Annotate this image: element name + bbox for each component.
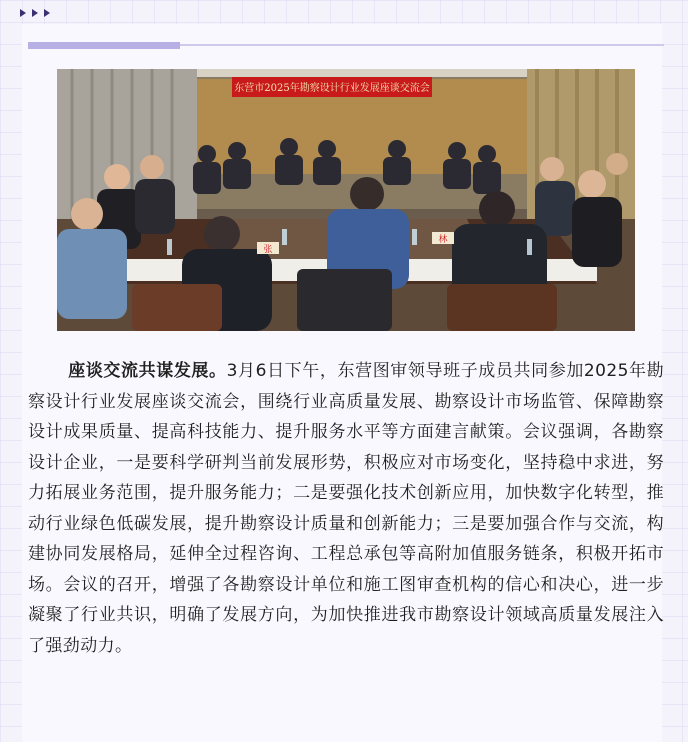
article-lead: 座谈交流共谋发展。 [68,361,227,381]
nameplate-1: 林 [438,235,448,245]
banner-text: 东营市2025年勘察设计行业发展座谈交流会 [234,83,430,94]
triangle-icon [32,9,38,17]
meeting-photo [57,69,635,331]
header-arrow-decoration [20,9,50,17]
divider-line [180,44,664,46]
divider-accent [28,42,180,49]
divider-decoration [28,42,664,50]
triangle-icon [44,9,50,17]
triangle-icon [20,9,26,17]
article-paragraph [28,356,664,661]
nameplate-2: 张 [263,245,273,255]
article-body: 3月6日下午，东营图审领导班子成员共同参加2025年勘察设计行业发展座谈交流会，围绕行业高质量发展、勘察设计市场监管、保障勘察设计成果质量、提高科技能力、提升服务水平等方面建言献策。会议强调，各勘察设计企业，一是要科学研判当前发展形势，积极应对市场变化，坚持稳中求进，努力拓展业务范围，提升服务能力；二是要强化技术创新应用，加快数字化转型，推动行业绿色低碳发展，提升勘察设计质量和创新能力；三是要加强合作与交流，构建协同发展格局，延伸全过程咨询、工程总承包等高附加值服务链条，积极开拓市场。会议的召开，增强了各勘察设计单位和施工图审查机构的信心和决心，进一步凝聚了行业共识，明确了发展方向，为加快推进我市勘察设计领域高质量发展注入了强劲动力。 [28,361,664,656]
